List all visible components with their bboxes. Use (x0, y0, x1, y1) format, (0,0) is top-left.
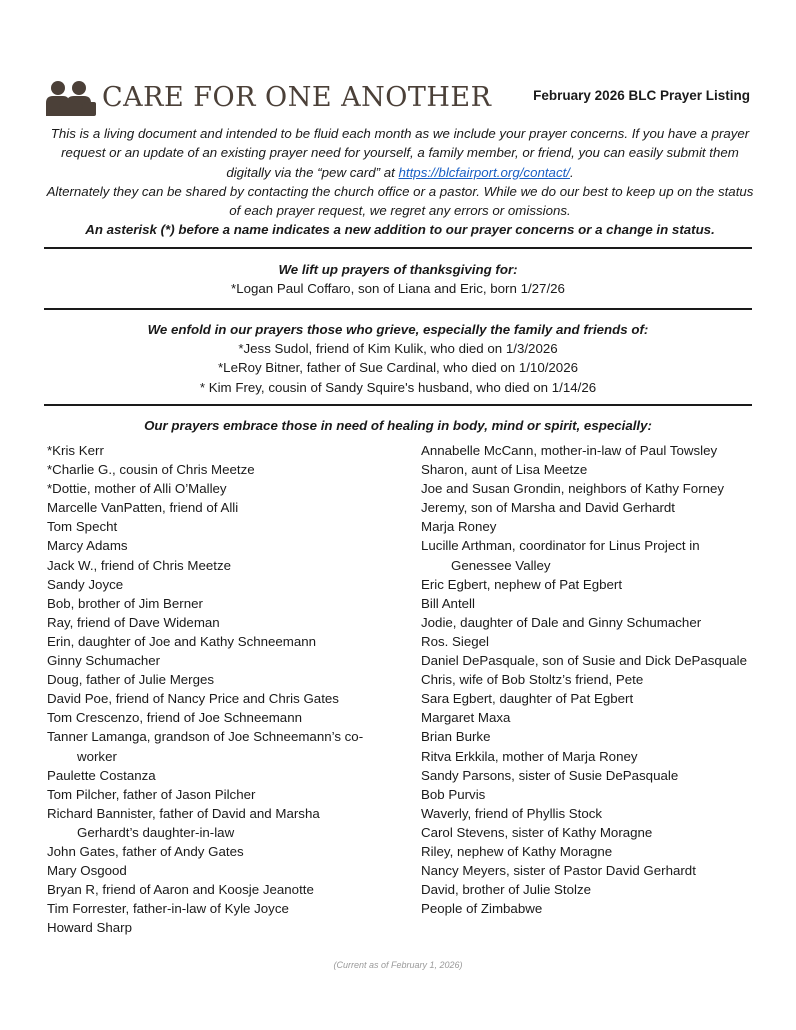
list-item: Nancy Meyers, sister of Pastor David Gerhardt (421, 863, 696, 879)
list-item: Ros. Siegel (421, 633, 489, 649)
thanksgiving-entry: *Logan Paul Coffaro, son of Liana and Eric, born 1/27/26 (231, 281, 565, 297)
divider (44, 404, 752, 406)
intro-text: This is a living document and intended to be fluid each month as we include your prayer concerns. If you have a prayer request or an update of an existing prayer need for yourself, a family member, or friend, you can easily submit them digitally via the “pew card” at (50, 126, 750, 180)
list-item: Daniel DePasquale, son of Susie and Dick DePasquale (421, 653, 747, 669)
grief-entry: *Jess Sudol, friend of Kim Kulik, who died on 1/3/2026 (238, 341, 558, 357)
contact-link[interactable]: https://blcfairport.org/contact/ (398, 164, 570, 180)
list-item: Ginny Schumacher (47, 653, 161, 669)
list-item: People of Zimbabwe (421, 901, 543, 917)
header (44, 78, 756, 118)
list-item: Joe and Susan Grondin, neighbors of Kathy Forney (421, 481, 725, 497)
listing-title: February 2026 BLC Prayer Listing (533, 88, 750, 103)
list-item: Bob, brother of Jim Berner (47, 595, 203, 611)
healing-list-left (47, 441, 377, 937)
list-item: Sara Egbert, daughter of Pat Egbert (421, 691, 634, 707)
grief-entry: * Kim Frey, cousin of Sandy Squire's husband, who died on 1/14/26 (199, 379, 597, 395)
list-item: Carol Stevens, sister of Kathy Moragne (421, 824, 653, 840)
list-item: David, brother of Julie Stolze (421, 882, 591, 898)
grief-entry: *LeRoy Bitner, father of Sue Cardinal, who died on 1/10/2026 (218, 360, 578, 376)
list-item: Mary Osgood (47, 863, 127, 879)
list-item: Marcelle VanPatten, friend of Alli (47, 500, 239, 516)
divider (44, 247, 752, 249)
list-item: Lucille Arthman, coordinator for Linus Project in Genessee Valley (421, 538, 700, 573)
grief-title: We enfold in our prayers those who grieve, especially the family and friends of: (147, 322, 649, 337)
intro (44, 124, 756, 240)
list-item: Howard Sharp (47, 920, 132, 936)
list-item: *Kris Kerr (47, 443, 104, 458)
list-item: Tom Pilcher, father of Jason Pilcher (47, 786, 256, 802)
intro-alternate: Alternately they can be shared by contacting the church office or a pastor. While we do our best to keep up on the status of each prayer request, we regret any errors or omissions. (46, 183, 754, 219)
list-item: Erin, daughter of Joe and Kathy Schneemann (47, 633, 317, 649)
brand-title: CARE FOR ONE ANOTHER (102, 82, 492, 113)
list-item: Ritva Erkkila, mother of Marja Roney (421, 748, 638, 764)
list-item: Sandy Parsons, sister of Susie DePasquale (421, 767, 679, 783)
healing-title: Our prayers embrace those in need of healing in body, mind or spirit, especially: (144, 418, 652, 433)
list-item: John Gates, father of Andy Gates (47, 843, 244, 859)
list-item: Jack W., friend of Chris Meetze (47, 557, 232, 573)
list-item: Brian Burke (421, 729, 491, 745)
list-item: Ray, friend of Dave Wideman (47, 614, 220, 630)
list-item: *Charlie G., cousin of Chris Meetze (47, 462, 255, 478)
thanksgiving-section (44, 260, 752, 298)
list-item: *Dottie, mother of Alli O’Malley (47, 481, 227, 497)
intro-text-end: . (569, 164, 574, 180)
thanksgiving-title: We lift up prayers of thanksgiving for: (278, 262, 518, 277)
list-item: Margaret Maxa (421, 710, 511, 726)
intro-paragraph (44, 124, 756, 182)
list-item: Tanner Lamanga, grandson of Joe Schneemann’s co-worker (47, 729, 364, 764)
divider (44, 308, 752, 310)
list-item: Annabelle McCann, mother-in-law of Paul Towsley (421, 443, 718, 458)
list-item: Tim Forrester, father-in-law of Kyle Joyce (47, 901, 289, 917)
list-item: Marcy Adams (47, 538, 128, 554)
list-item: Doug, father of Julie Merges (47, 672, 215, 688)
list-item: Richard Bannister, father of David and Marsha Gerhardt’s daughter-in-law (47, 805, 320, 840)
list-item: Bill Antell (421, 595, 475, 611)
list-item: Jodie, daughter of Dale and Ginny Schumacher (421, 614, 702, 630)
list-item: David Poe, friend of Nancy Price and Chris Gates (47, 691, 339, 707)
asterisk-note: An asterisk (*) before a name indicates a new addition to our prayer concerns or a change in status. (85, 222, 715, 238)
grief-section (44, 320, 752, 397)
list-item: Eric Egbert, nephew of Pat Egbert (421, 576, 623, 592)
list-item: Marja Roney (421, 519, 497, 535)
list-item: Jeremy, son of Marsha and David Gerhardt (421, 500, 675, 516)
list-item: Waverly, friend of Phyllis Stock (421, 805, 603, 821)
list-item: Riley, nephew of Kathy Moragne (421, 843, 613, 859)
people-icon (44, 80, 96, 116)
list-item: Tom Specht (47, 519, 118, 535)
list-item: Sandy Joyce (47, 576, 124, 592)
healing-list-right (421, 441, 756, 918)
list-item: Bryan R, friend of Aaron and Koosje Jeanotte (47, 882, 314, 898)
healing-section (44, 416, 752, 435)
footer-note: (Current as of February 1, 2026) (333, 960, 463, 970)
list-item: Chris, wife of Bob Stoltz’s friend, Pete (421, 672, 644, 688)
list-item: Tom Crescenzo, friend of Joe Schneemann (47, 710, 302, 726)
list-item: Bob Purvis (421, 786, 486, 802)
list-item: Sharon, aunt of Lisa Meetze (421, 462, 588, 478)
list-item: Paulette Costanza (47, 767, 156, 783)
